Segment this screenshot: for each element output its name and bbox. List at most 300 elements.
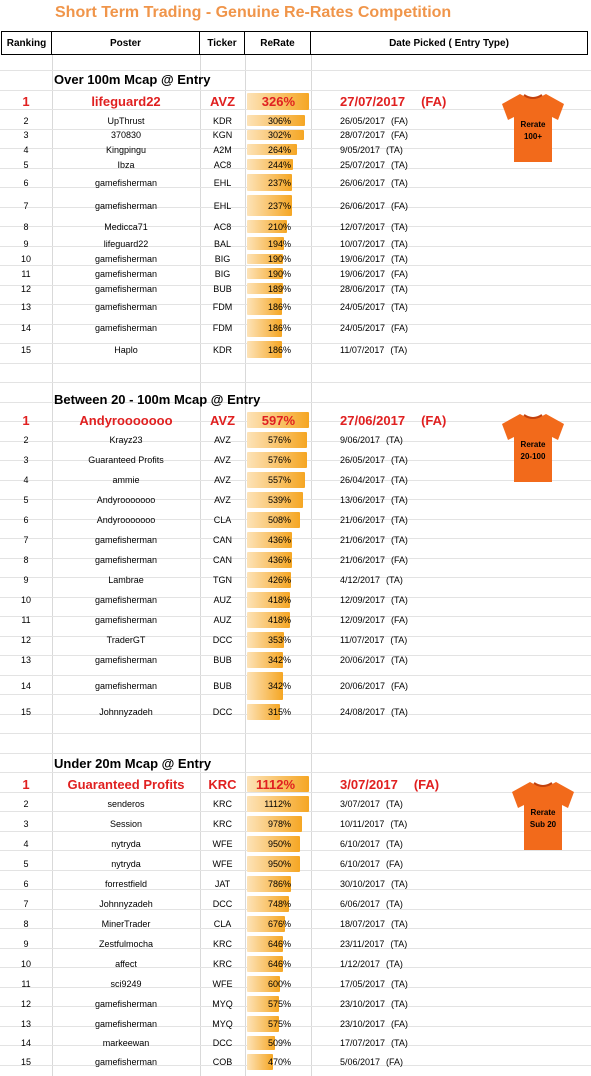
poster-cell: gamefisherman <box>94 615 158 625</box>
date-cell <box>340 650 590 670</box>
ticker-cell: A2M <box>213 144 232 155</box>
ticker-cell: KDR <box>212 115 232 126</box>
rank-cell: 14 <box>20 323 31 333</box>
rerate-cell <box>245 590 311 610</box>
entry-type: (TA) <box>391 655 408 665</box>
poster-cell: senderos <box>107 799 145 809</box>
rank-cell: 12 <box>20 999 31 1009</box>
table-row[interactable] <box>0 252 591 266</box>
date-value: 6/10/2017 <box>340 839 381 849</box>
rerate-value: 342% <box>267 655 291 665</box>
rerate-cell <box>245 570 311 590</box>
date-value: 23/10/2017 <box>340 1019 386 1029</box>
ticker-cell: AUZ <box>213 595 232 605</box>
date-value: 9/05/2017 <box>340 144 381 155</box>
entry-type: (TA) <box>391 707 408 717</box>
rerate-value: 748% <box>267 899 291 909</box>
badge-label: Rerate <box>530 808 556 817</box>
leader-row[interactable] <box>0 774 591 794</box>
rerate-value: 950% <box>267 859 291 869</box>
date-cell <box>340 954 590 974</box>
table-row[interactable] <box>0 894 591 914</box>
section-title: Between 20 - 100m Mcap @ Entry <box>54 392 261 407</box>
ticker-cell: KRC <box>212 959 232 969</box>
rerate-value: 418% <box>267 595 291 605</box>
table-row[interactable] <box>0 954 591 974</box>
ticker-cell: KRC <box>208 776 237 792</box>
poster-cell: Medicca71 <box>104 221 148 232</box>
date-value: 3/07/2017 <box>340 776 398 792</box>
table-row[interactable] <box>0 570 591 590</box>
date-value: 24/05/2017 <box>340 301 386 312</box>
ticker-cell: CLA <box>213 919 232 929</box>
date-value: 27/07/2017 <box>340 94 406 109</box>
entry-type: (TA) <box>390 344 408 355</box>
entry-type: (FA) <box>391 681 409 691</box>
table-row[interactable] <box>0 530 591 550</box>
date-cell <box>340 914 590 934</box>
entry-type: (TA) <box>391 999 408 1009</box>
rerate-cell <box>245 430 311 450</box>
rank-cell: 8 <box>23 221 29 232</box>
rerate-value: 186% <box>267 344 291 355</box>
table-row[interactable] <box>0 670 591 702</box>
date-value: 20/06/2017 <box>340 681 386 691</box>
date-value: 19/06/2017 <box>340 254 386 264</box>
ticker-cell: DCC <box>212 707 233 717</box>
date-value: 12/09/2017 <box>340 615 386 625</box>
rank-cell: 5 <box>23 859 29 869</box>
entry-type: (FA) <box>386 859 404 869</box>
date-cell <box>340 1034 590 1052</box>
date-value: 28/06/2017 <box>340 283 386 294</box>
ticker-cell: FDM <box>212 301 233 312</box>
date-value: 25/07/2017 <box>340 159 386 170</box>
date-cell <box>340 702 590 722</box>
date-cell <box>340 550 590 570</box>
section-title: Under 20m Mcap @ Entry <box>54 756 212 771</box>
poster-cell: UpThrust <box>107 115 145 126</box>
rank-cell: 4 <box>23 144 29 155</box>
date-cell <box>340 510 590 530</box>
table-row[interactable] <box>0 317 591 339</box>
poster-cell: Guaranteed Profits <box>67 776 185 792</box>
poster-cell: gamefisherman <box>94 999 158 1009</box>
rank-cell: 5 <box>23 159 29 170</box>
date-value: 21/06/2017 <box>340 535 386 545</box>
rank-cell: 11 <box>21 979 31 989</box>
rerate-cell <box>245 934 311 954</box>
entry-type: (FA) <box>391 268 409 279</box>
entry-type: (FA) <box>391 615 409 625</box>
rerate-cell <box>245 157 311 172</box>
rank-cell: 9 <box>23 575 29 585</box>
date-cell <box>340 317 590 339</box>
rerate-value: 244% <box>267 159 291 170</box>
table-row[interactable] <box>0 590 591 610</box>
rerate-cell <box>245 410 311 430</box>
header-poster[interactable]: Poster <box>51 31 200 55</box>
table-row[interactable] <box>0 874 591 894</box>
rerate-cell <box>245 266 311 281</box>
shirt-badge-icon <box>500 92 566 164</box>
date-cell <box>340 252 590 266</box>
date-value: 3/07/2017 <box>340 799 381 809</box>
rerate-cell <box>245 193 311 218</box>
table-row[interactable] <box>0 702 591 722</box>
rank-cell: 1 <box>22 412 30 428</box>
table-row[interactable] <box>0 510 591 530</box>
rerate-value: 1112% <box>255 776 295 792</box>
rank-cell: 4 <box>23 839 29 849</box>
entry-type: (TA) <box>391 535 408 545</box>
entry-type: (FA) <box>391 130 409 140</box>
date-cell <box>340 934 590 954</box>
poster-cell: lifeguard22 <box>91 94 161 109</box>
rank-cell: 7 <box>23 535 29 545</box>
date-value: 17/07/2017 <box>340 1038 386 1048</box>
header-ticker[interactable]: Ticker <box>199 31 245 55</box>
table-row[interactable] <box>0 1034 591 1052</box>
rerate-value: 264% <box>267 144 291 155</box>
poster-cell: gamefisherman <box>94 323 158 333</box>
rank-cell: 13 <box>20 1019 31 1029</box>
poster-cell: gamefisherman <box>94 301 158 312</box>
ticker-cell: AUZ <box>213 615 232 625</box>
rerate-value: 1112% <box>264 799 291 809</box>
rerate-value: 353% <box>267 635 291 645</box>
rank-cell: 10 <box>20 595 31 605</box>
table-row[interactable] <box>0 630 591 650</box>
rank-cell: 15 <box>20 707 31 717</box>
ticker-cell: AVZ <box>214 455 231 465</box>
rerate-cell <box>245 610 311 630</box>
table-row[interactable] <box>0 550 591 570</box>
table-row[interactable] <box>0 193 591 218</box>
rerate-value: 306% <box>267 115 291 126</box>
rerate-cell <box>245 296 311 317</box>
entry-type: (TA) <box>390 635 408 645</box>
date-value: 19/06/2017 <box>340 268 386 279</box>
date-value: 26/05/2017 <box>340 455 386 465</box>
rerate-value: 190% <box>267 254 291 264</box>
poster-cell: gamefisherman <box>94 535 158 545</box>
table-row[interactable] <box>0 610 591 630</box>
rank-cell: 8 <box>23 555 29 565</box>
rerate-cell <box>245 702 311 722</box>
rerate-value: 646% <box>267 959 291 969</box>
rerate-value: 978% <box>267 819 291 829</box>
rerate-value: 539% <box>267 495 291 505</box>
rerate-value: 189% <box>267 283 291 294</box>
rank-cell: 1 <box>22 776 30 792</box>
date-value: 24/08/2017 <box>340 707 386 717</box>
date-cell <box>340 610 590 630</box>
rerate-cell <box>245 128 311 142</box>
date-value: 26/06/2017 <box>340 177 386 188</box>
date-cell <box>340 296 590 317</box>
table-row[interactable] <box>0 490 591 510</box>
rerate-cell <box>245 670 311 702</box>
rerate-cell <box>245 218 311 235</box>
ticker-cell: EHL <box>213 177 232 188</box>
entry-type: (TA) <box>391 495 408 505</box>
poster-cell: TraderGT <box>106 635 146 645</box>
date-value: 21/06/2017 <box>340 515 386 525</box>
entry-type: (FA) <box>391 200 409 211</box>
ticker-cell: MYQ <box>212 1019 233 1029</box>
poster-cell: nytryda <box>111 859 141 869</box>
ticker-cell: KRC <box>212 799 232 809</box>
date-value: 11/07/2017 <box>340 635 385 645</box>
badge-label: Sub 20 <box>529 820 557 829</box>
date-cell <box>340 266 590 281</box>
ticker-cell: JAT <box>214 879 231 889</box>
poster-cell: gamefisherman <box>94 1019 158 1029</box>
date-cell <box>340 193 590 218</box>
rerate-cell <box>245 450 311 470</box>
rank-cell: 15 <box>20 1057 31 1067</box>
ticker-cell: TGN <box>213 575 232 585</box>
entry-type: (FA) <box>413 776 440 792</box>
table-row[interactable] <box>0 834 591 854</box>
table-row[interactable] <box>0 281 591 296</box>
table-row[interactable] <box>0 794 591 814</box>
table-row[interactable] <box>0 339 591 360</box>
poster-cell: 370830 <box>110 130 142 140</box>
badge-label: Rerate <box>520 440 546 449</box>
header-date-picked[interactable]: Date Picked ( Entry Type) <box>310 31 588 55</box>
rank-cell: 2 <box>23 435 29 445</box>
rank-cell: 5 <box>23 495 29 505</box>
grid-line <box>0 753 591 754</box>
entry-type: (FA) <box>421 94 447 109</box>
rank-cell: 15 <box>20 344 31 355</box>
rerate-value: 597% <box>261 412 295 428</box>
poster-cell: ammie <box>112 475 140 485</box>
poster-cell: Andyrooooooo <box>96 495 156 505</box>
date-value: 9/06/2017 <box>340 435 381 445</box>
date-value: 6/06/2017 <box>340 899 381 909</box>
entry-type: (TA) <box>386 144 403 155</box>
ticker-cell: DCC <box>212 635 233 645</box>
rerate-value: 194% <box>267 238 291 249</box>
entry-type: (TA) <box>391 254 408 264</box>
ticker-cell: KRC <box>212 939 232 949</box>
rerate-cell <box>245 1034 311 1052</box>
shirt-badge-icon <box>500 412 566 484</box>
table-row[interactable] <box>0 814 591 834</box>
poster-cell: gamefisherman <box>94 655 158 665</box>
poster-cell: gamefisherman <box>94 681 158 691</box>
rerate-cell <box>245 1052 311 1072</box>
entry-type: (FA) <box>391 323 409 333</box>
header-ranking[interactable]: Ranking <box>1 31 52 55</box>
ticker-cell: BIG <box>214 268 231 279</box>
rank-cell: 2 <box>23 799 29 809</box>
rerate-value: 576% <box>267 435 291 445</box>
rerate-value: 190% <box>267 268 291 279</box>
date-value: 17/05/2017 <box>340 979 386 989</box>
entry-type: (TA) <box>390 939 408 949</box>
rerate-value: 302% <box>267 130 291 140</box>
rerate-cell <box>245 142 311 157</box>
date-value: 21/06/2017 <box>340 555 386 565</box>
rank-cell: 10 <box>20 959 31 969</box>
rerate-value: 575% <box>267 999 291 1009</box>
rerate-cell <box>245 281 311 296</box>
rerate-value: 646% <box>267 939 291 949</box>
rerate-value: 237% <box>267 177 291 188</box>
entry-type: (FA) <box>391 1019 409 1029</box>
rerate-cell <box>245 774 311 794</box>
poster-cell: Krayz23 <box>109 435 143 445</box>
rank-cell: 10 <box>20 254 31 264</box>
date-value: 26/04/2017 <box>340 475 386 485</box>
date-cell <box>340 630 590 650</box>
entry-type: (TA) <box>391 979 408 989</box>
ticker-cell: BIG <box>214 254 231 264</box>
table-row[interactable] <box>0 934 591 954</box>
rerate-value: 786% <box>267 879 291 889</box>
date-cell <box>340 530 590 550</box>
rank-cell: 11 <box>21 615 31 625</box>
table-row[interactable] <box>0 218 591 235</box>
date-value: 12/07/2017 <box>340 221 386 232</box>
date-value: 10/07/2017 <box>340 238 386 249</box>
date-value: 24/05/2017 <box>340 323 386 333</box>
entry-type: (TA) <box>386 899 403 909</box>
poster-cell: Kingpingu <box>105 144 147 155</box>
date-value: 10/11/2017 <box>340 819 385 829</box>
section-title: Over 100m Mcap @ Entry <box>54 72 211 87</box>
entry-type: (TA) <box>391 159 408 170</box>
rank-cell: 13 <box>20 301 31 312</box>
table-row[interactable] <box>0 296 591 317</box>
entry-type: (TA) <box>390 819 408 829</box>
entry-type: (TA) <box>391 283 408 294</box>
date-value: 11/07/2017 <box>340 344 385 355</box>
rerate-cell <box>245 814 311 834</box>
rerate-cell <box>245 650 311 670</box>
date-value: 28/07/2017 <box>340 130 386 140</box>
rank-cell: 2 <box>23 115 29 126</box>
date-value: 23/10/2017 <box>340 999 386 1009</box>
ticker-cell: WFE <box>212 839 233 849</box>
entry-type: (FA) <box>391 115 409 126</box>
date-cell <box>340 490 590 510</box>
table-row[interactable] <box>0 172 591 193</box>
table-row[interactable] <box>0 914 591 934</box>
rerate-value: 676% <box>267 919 291 929</box>
ticker-cell: CAN <box>212 535 232 545</box>
poster-cell: markeewan <box>102 1038 150 1048</box>
rerate-cell <box>245 1014 311 1034</box>
table-row[interactable] <box>0 994 591 1014</box>
rerate-cell <box>245 339 311 360</box>
entry-type: (TA) <box>386 799 403 809</box>
ticker-cell: BUB <box>213 283 232 294</box>
date-value: 1/12/2017 <box>340 959 381 969</box>
table-row[interactable] <box>0 266 591 281</box>
date-cell <box>340 172 590 193</box>
entry-type: (FA) <box>391 555 409 565</box>
date-cell <box>340 590 590 610</box>
entry-type: (TA) <box>391 238 408 249</box>
grid-line <box>0 733 591 734</box>
table-row[interactable] <box>0 854 591 874</box>
rank-cell: 6 <box>23 515 29 525</box>
header-rerate[interactable]: ReRate <box>244 31 311 55</box>
poster-cell: gamefisherman <box>94 254 158 264</box>
ticker-cell: CAN <box>212 555 232 565</box>
grid-line <box>0 363 591 364</box>
date-cell <box>340 894 590 914</box>
entry-type: (TA) <box>391 1038 408 1048</box>
rank-cell: 14 <box>20 1038 31 1048</box>
poster-cell: gamefisherman <box>94 595 158 605</box>
poster-cell: gamefisherman <box>94 1057 158 1067</box>
ticker-cell: AVZ <box>209 412 236 428</box>
date-value: 6/10/2017 <box>340 859 381 869</box>
rerate-cell <box>245 994 311 1014</box>
rerate-value: 576% <box>267 455 291 465</box>
poster-cell: forrestfield <box>104 879 148 889</box>
ticker-cell: EHL <box>213 200 232 211</box>
rerate-cell <box>245 172 311 193</box>
rank-cell: 11 <box>21 268 31 279</box>
rerate-value: 557% <box>267 475 291 485</box>
ticker-cell: WFE <box>212 859 233 869</box>
table-row[interactable] <box>0 974 591 994</box>
rerate-cell <box>245 550 311 570</box>
rerate-cell <box>245 91 311 112</box>
ticker-cell: AC8 <box>213 159 232 170</box>
rank-cell: 3 <box>23 819 29 829</box>
table-row[interactable] <box>0 650 591 670</box>
date-cell <box>340 281 590 296</box>
rerate-value: 186% <box>267 301 291 312</box>
rank-cell: 8 <box>23 919 29 929</box>
table-row[interactable] <box>0 1014 591 1034</box>
ticker-cell: WFE <box>212 979 233 989</box>
entry-type: (TA) <box>391 879 408 889</box>
rerate-value: 950% <box>267 839 291 849</box>
ticker-cell: BUB <box>213 681 232 691</box>
rank-cell: 3 <box>23 130 29 140</box>
rerate-cell <box>245 834 311 854</box>
table-row[interactable] <box>0 1052 591 1072</box>
date-cell <box>340 218 590 235</box>
ticker-cell: FDM <box>212 323 233 333</box>
date-cell <box>340 854 590 874</box>
date-value: 23/11/2017 <box>340 939 385 949</box>
entry-type: (TA) <box>391 919 408 929</box>
badge-label: Rerate <box>520 120 546 129</box>
grid-line <box>0 382 591 383</box>
rerate-cell <box>245 794 311 814</box>
ticker-cell: AC8 <box>213 221 232 232</box>
poster-cell: lifeguard22 <box>103 238 149 249</box>
date-cell <box>340 570 590 590</box>
table-row[interactable] <box>0 235 591 252</box>
ticker-cell: KRC <box>212 819 232 829</box>
ticker-cell: KDR <box>212 344 232 355</box>
rerate-value: 600% <box>267 979 291 989</box>
date-value: 26/05/2017 <box>340 115 386 126</box>
rerate-cell <box>245 510 311 530</box>
rerate-value: 186% <box>267 323 291 333</box>
